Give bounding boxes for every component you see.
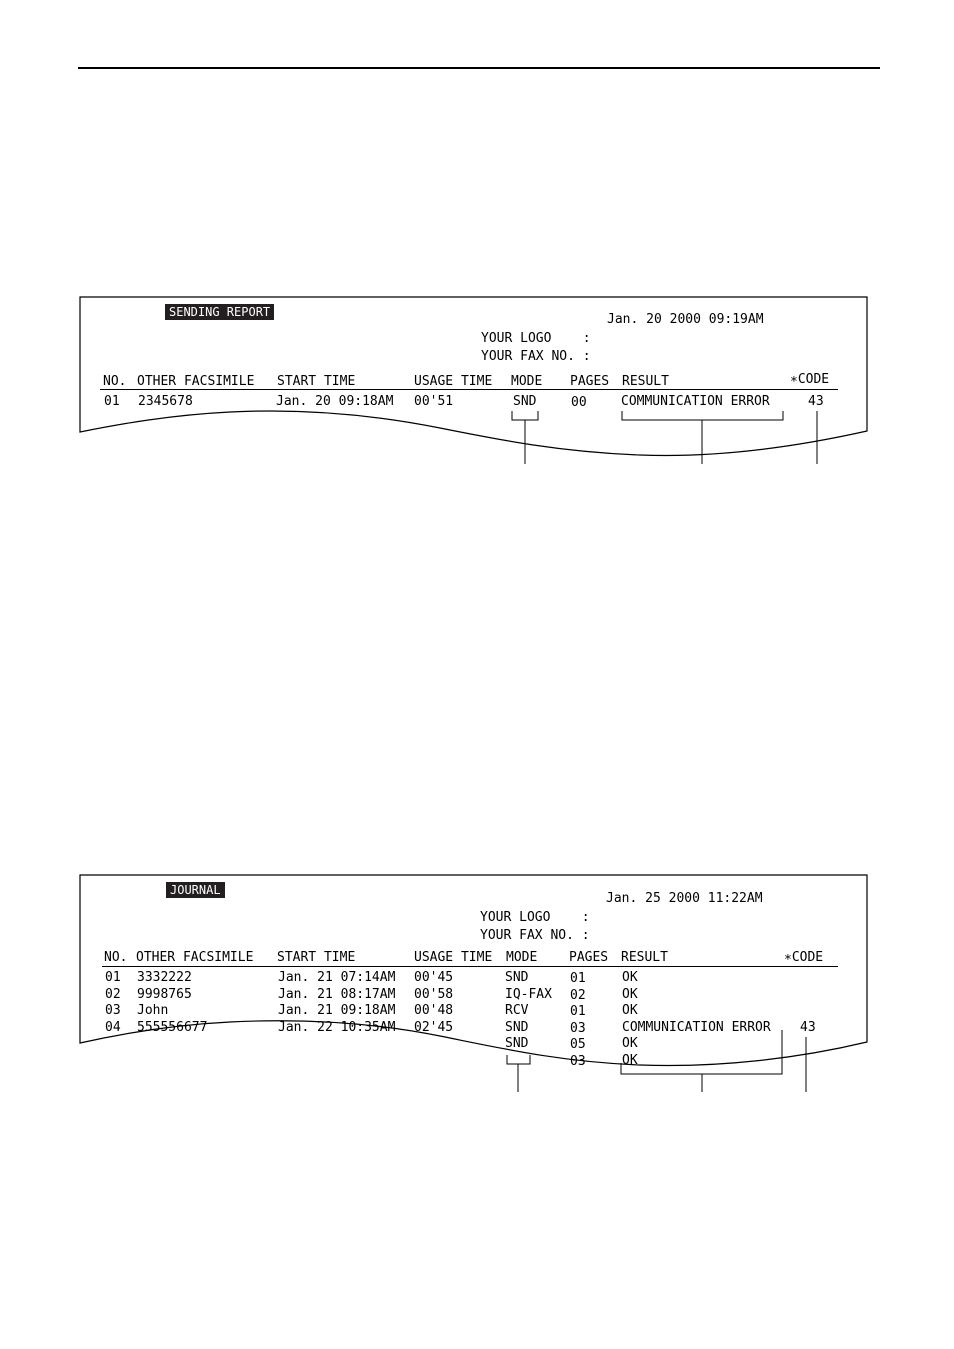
- journal-cell-result: OK: [622, 1053, 638, 1068]
- journal-fax-label: YOUR FAX NO. :: [480, 928, 590, 943]
- journal-cell-other: 9998765: [137, 986, 192, 1002]
- journal-cell-pages: 01: [570, 971, 586, 986]
- journal-cell-mode: RCV: [505, 1003, 529, 1019]
- sending-report-title: SENDING REPORT: [165, 304, 274, 320]
- journal-cell-no: 03: [105, 1003, 121, 1019]
- journal-cell-usage: 00'45: [414, 970, 454, 985]
- journal-cell-usage: 02'45: [414, 1019, 454, 1035]
- journal-cell-pages: 01: [570, 1004, 586, 1020]
- j-header-usage: USAGE TIME: [414, 950, 493, 965]
- j-header-code: ∗CODE: [784, 950, 824, 965]
- journal-cell-no: 04: [105, 1019, 121, 1035]
- journal-cell-result: OK: [622, 1003, 638, 1019]
- sr-row-result: COMMUNICATION ERROR: [621, 394, 770, 409]
- journal-cell-pages: 03: [570, 1054, 586, 1069]
- journal-cell-usage: 00'58: [414, 986, 454, 1002]
- journal-cell-result: OK: [622, 1036, 638, 1052]
- sr-header-result: RESULT: [622, 374, 669, 389]
- journal-datetime: Jan. 25 2000 11:22AM: [606, 891, 763, 906]
- journal-cell-other: 555556677: [137, 1019, 208, 1035]
- j-header-result: RESULT: [621, 950, 668, 965]
- journal-cell-result: OK: [622, 970, 638, 985]
- journal-cell-mode: SND: [505, 1036, 529, 1052]
- sr-header-usage: USAGE TIME: [414, 374, 493, 389]
- sr-row-mode: SND: [513, 394, 537, 409]
- journal-cell-no: 02: [105, 986, 121, 1002]
- j-header-start: START TIME: [277, 950, 356, 965]
- journal-logo-label: YOUR LOGO :: [480, 910, 590, 925]
- sending-report-datetime: Jan. 20 2000 09:19AM: [607, 312, 764, 327]
- journal-title: JOURNAL: [166, 882, 225, 898]
- journal-cell-start: Jan. 21 09:18AM: [278, 1003, 396, 1019]
- j-header-no: NO.: [104, 950, 128, 965]
- journal-cell-mode: SND: [505, 970, 529, 985]
- sr-header-other: OTHER FACSIMILE: [137, 374, 255, 389]
- sr-header-mode: MODE: [511, 374, 543, 389]
- journal-cell-no: 01: [105, 970, 121, 985]
- sr-row-no: 01: [104, 394, 120, 409]
- j-header-rule: [102, 966, 838, 967]
- sending-report-fax-label: YOUR FAX NO. :: [481, 349, 591, 364]
- journal-cell-start: Jan. 21 08:17AM: [278, 986, 396, 1002]
- sr-row-other: 2345678: [138, 394, 193, 409]
- sr-row-start: Jan. 20 09:18AM: [276, 394, 394, 409]
- j-header-mode: MODE: [506, 950, 538, 965]
- journal-cell-start: Jan. 22 10:35AM: [278, 1019, 396, 1035]
- journal-cell-pages: 02: [570, 987, 586, 1003]
- journal-cell-pages: 03: [570, 1020, 586, 1036]
- journal-cell-result: OK: [622, 986, 638, 1002]
- sr-row-pages: 00: [571, 395, 587, 410]
- journal-cell-other: 3332222: [137, 970, 192, 985]
- sr-header-pages: PAGES: [570, 374, 610, 389]
- journal-cell-other: John: [137, 1003, 169, 1019]
- journal-cell-mode: SND: [505, 1019, 529, 1035]
- journal-cell-start: Jan. 21 07:14AM: [278, 970, 396, 985]
- journal-cell-pages: 05: [570, 1037, 586, 1053]
- sr-row-usage: 00'51: [414, 394, 454, 409]
- j-header-other: OTHER FACSIMILE: [136, 950, 254, 965]
- journal-cell-code: 43: [800, 1019, 816, 1035]
- j-header-pages: PAGES: [569, 950, 609, 965]
- sr-header-start: START TIME: [277, 374, 356, 389]
- sr-header-no: NO.: [103, 374, 127, 389]
- sr-row-code: 43: [808, 394, 824, 409]
- journal-cell-result: COMMUNICATION ERROR: [622, 1019, 771, 1035]
- sr-header-code: ∗CODE: [790, 372, 830, 387]
- journal-cell-usage: 00'48: [414, 1003, 454, 1019]
- journal-cell-mode: IQ-FAX: [505, 986, 552, 1002]
- sending-report-logo-label: YOUR LOGO :: [481, 331, 591, 346]
